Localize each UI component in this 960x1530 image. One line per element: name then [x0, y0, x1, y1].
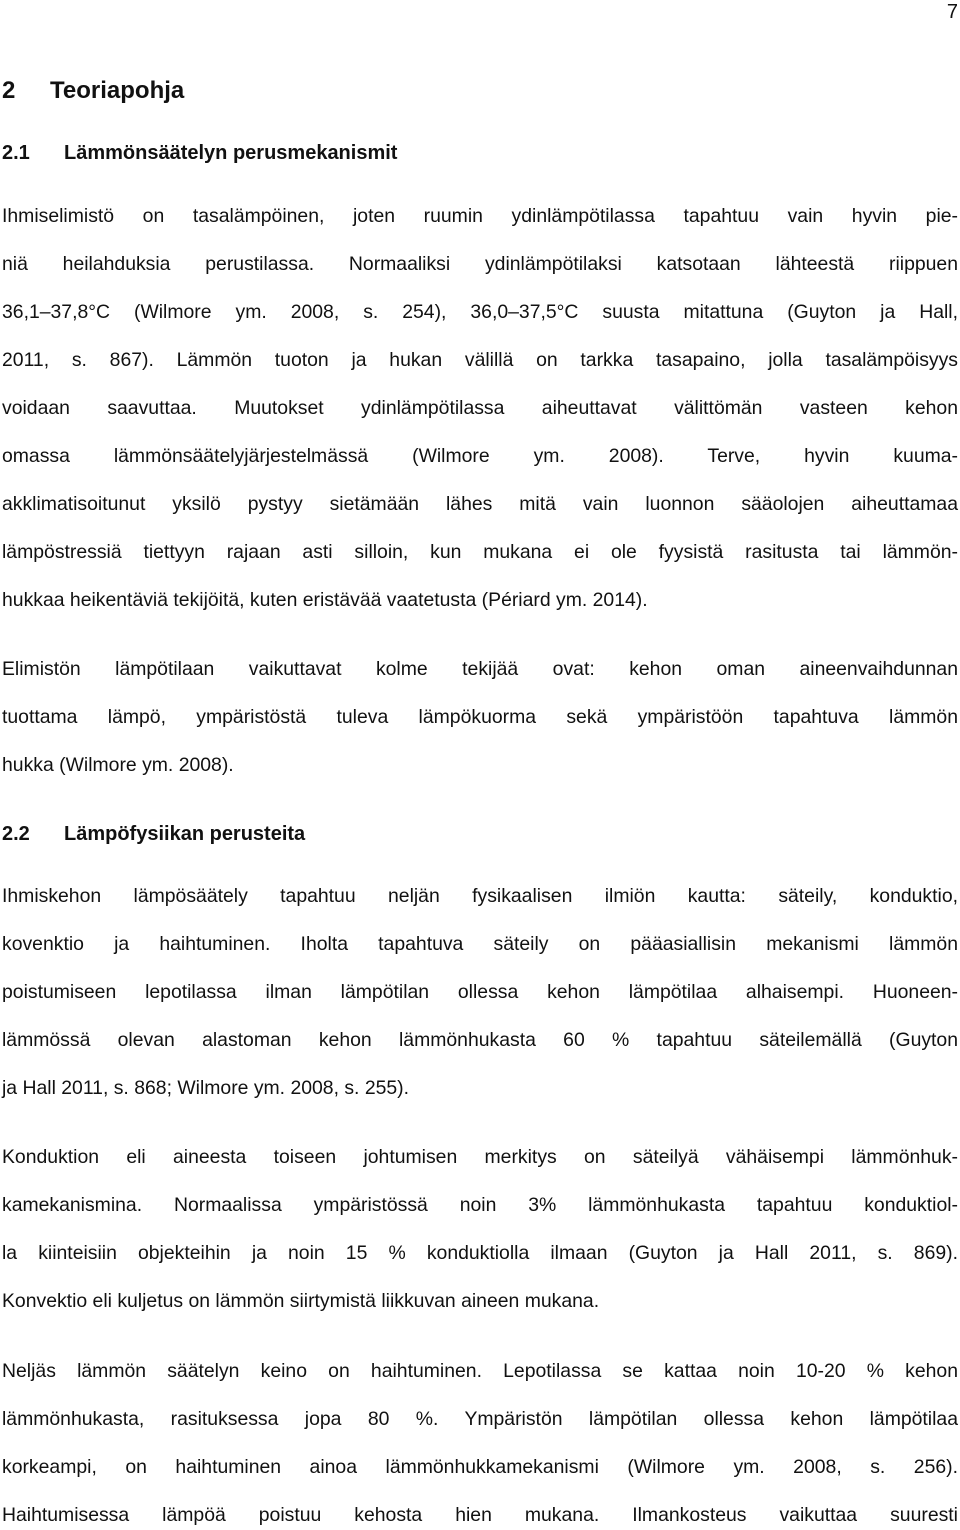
section-number: 2.2	[2, 823, 30, 845]
text-line: hukka (Wilmore ym. 2008).	[2, 754, 234, 776]
text-line: Ihmiskehon lämpösäätely tapahtuu neljän fysikaalisen ilmiön kautta: säteily, konduktio,	[2, 885, 958, 907]
text-line: Ihmiselimistö on tasalämpöinen, joten ruumin ydinlämpötilassa tapahtuu vain hyvin pie-	[2, 205, 958, 227]
section-heading-2-2	[2, 821, 305, 847]
text-line: lämpöstressiä tiettyyn rajaan asti silloin, kun mukana ei ole fyysistä rasitusta tai lämmön-	[2, 541, 958, 563]
text-line: lämmössä olevan alastoman kehon lämmönhukasta 60 % tapahtuu säteilemällä (Guyton	[2, 1029, 958, 1051]
text-line: Konduktion eli aineesta toiseen johtumisen merkitys on säteilyä vähäisempi lämmönhuk-	[2, 1146, 958, 1168]
section-number: 2.1	[2, 142, 30, 164]
text-line: hukkaa heikentäviä tekijöitä, kuten eristävää vaatetusta (Périard ym. 2014).	[2, 589, 648, 611]
section-title: Lämmönsäätelyn perusmekanismit	[64, 142, 398, 164]
text-line: kamekanismina. Normaalissa ympäristössä noin 3% lämmönhukasta tapahtuu konduktiol-	[2, 1194, 958, 1216]
section-heading-2-1	[2, 140, 397, 166]
text-line: akklimatisoitunut yksilö pystyy sietämään lähes mitä vain luonnon sääolojen aiheuttamaa	[2, 493, 958, 515]
text-line: ja Hall 2011, s. 868; Wilmore ym. 2008, s. 255).	[2, 1077, 410, 1099]
text-line: tuottama lämpö, ympäristöstä tuleva lämpökuorma sekä ympäristöön tapahtuva lämmön	[2, 706, 958, 728]
text-line: kovenktio ja haihtuminen. Iholta tapahtuva säteily on pääasiallisin mekanismi lämmön	[2, 933, 958, 955]
chapter-title: Teoriapohja	[50, 77, 185, 104]
chapter-heading	[2, 76, 184, 106]
text-line: Elimistön lämpötilaan vaikuttavat kolme tekijää ovat: kehon oman aineenvaihdunnan	[2, 658, 958, 680]
text-line: Haihtumisessa lämpöä poistuu kehosta hien mukana. Ilmankosteus vaikuttaa suuresti	[2, 1504, 958, 1526]
text-line: voidaan saavuttaa. Muutokset ydinlämpötilassa aiheuttavat välittömän vasteen kehon	[2, 397, 958, 419]
text-line: niä heilahduksia perustilassa. Normaaliksi ydinlämpötilaksi katsotaan lähteestä riippuen	[2, 253, 958, 275]
text-line: korkeampi, on haihtuminen ainoa lämmönhukkamekanismi (Wilmore ym. 2008, s. 256).	[2, 1456, 958, 1478]
chapter-number: 2	[2, 77, 16, 104]
page-number: 7	[946, 1, 958, 23]
text-line: omassa lämmönsäätelyjärjestelmässä (Wilmore ym. 2008). Terve, hyvin kuuma-	[2, 445, 958, 467]
section-title: Lämpöfysiikan perusteita	[64, 823, 306, 845]
text-line: Neljäs lämmön säätelyn keino on haihtuminen. Lepotilassa se kattaa noin 10-20 % kehon	[2, 1360, 958, 1382]
text-line: 36,1–37,8°C (Wilmore ym. 2008, s. 254), 36,0–37,5°C suusta mitattuna (Guyton ja Hall,	[2, 301, 958, 323]
text-line: poistumiseen lepotilassa ilman lämpötilan ollessa kehon lämpötilaa alhaisempi. Huoneen-	[2, 981, 958, 1003]
text-line: lämmönhukasta, rasituksessa jopa 80 %. Ympäristön lämpötilan ollessa kehon lämpötilaa	[2, 1408, 958, 1430]
text-line: 2011, s. 867). Lämmön tuoton ja hukan välillä on tarkka tasapaino, jolla tasalämpöisyys	[2, 349, 958, 371]
text-line: la kiinteisiin objekteihin ja noin 15 % konduktiolla ilmaan (Guyton ja Hall 2011, s. 869).	[2, 1242, 958, 1264]
text-line: Konvektio eli kuljetus on lämmön siirtymistä liikkuvan aineen mukana.	[2, 1290, 600, 1312]
